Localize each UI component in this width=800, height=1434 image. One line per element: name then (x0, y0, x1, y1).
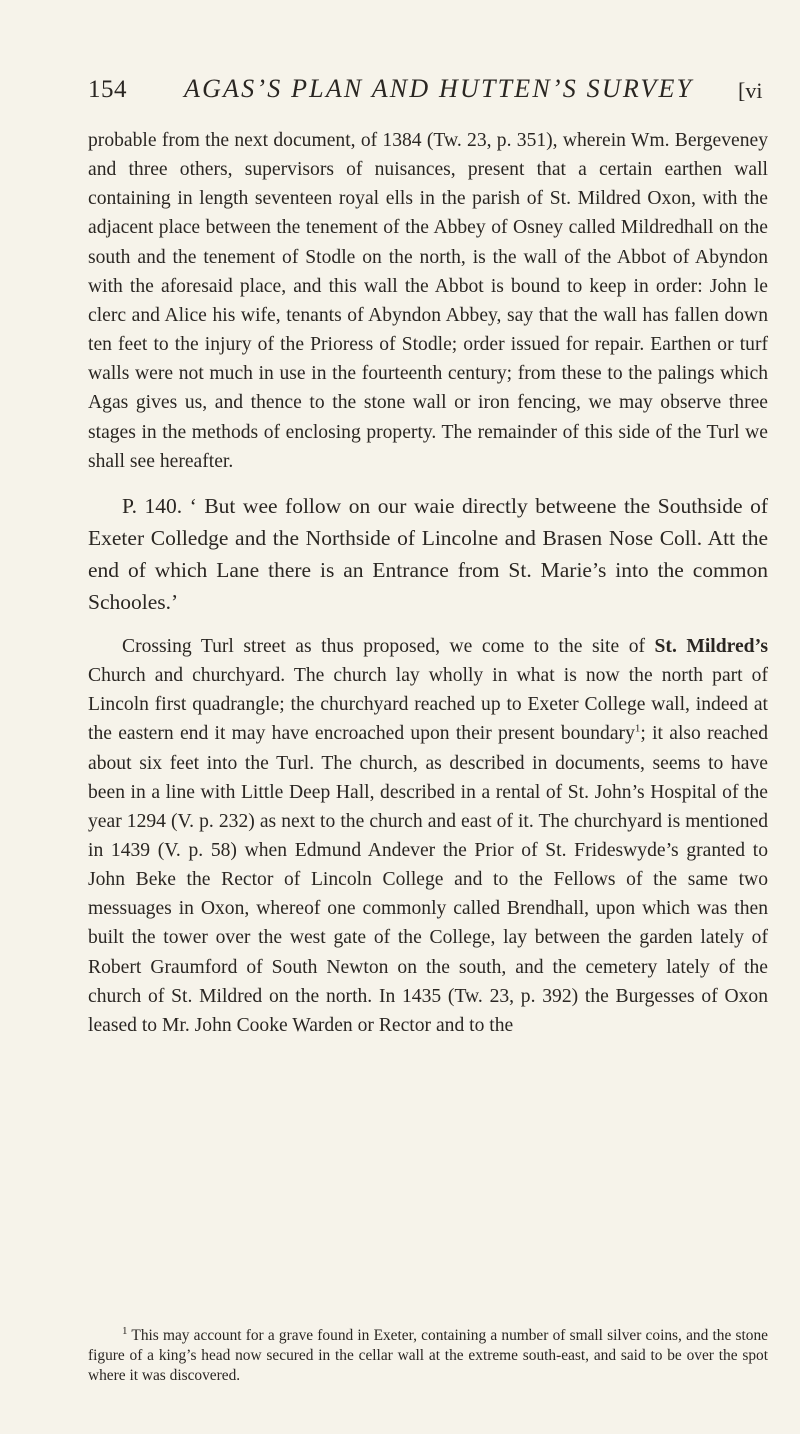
paragraph-st-mildreds (88, 632, 768, 1040)
running-head (88, 72, 768, 112)
body-text (88, 126, 768, 1040)
paragraph-text-middle: Church and churchyard. The church lay wholly in what is now the north part of Lincoln first quadrangle; the churchyard reached up to Exeter College wall, indeed at the eastern end it may have encroached upon their present boundary (88, 665, 768, 745)
paragraph-continuation: probable from the next document, of 1384 (Tw. 23, p. 351), wherein Wm. Bergeveney and three others, supervisors of nuisances, present that a certain earthen wall containing in length seventeen royal ells in the parish of St. Mildred Oxon, with the adjacent place between the tenement of the Abbey of Osney called Mildredhall on the south and the tenement of Stodle on the north, is the wall of the Abbot of Abyndon with the aforesaid place, and this wall the Abbot is bound to keep in order: John le clerc and Alice his wife, tenants of Abyndon Abbey, say that the wall has fallen down ten feet to the injury of the Prioress of Stodle; order issued for repair. Earthen or turf walls were not much in use in the fourteenth century; from these to the palings which Agas gives us, and thence to the stone wall or iron fencing, we may observe three stages in the methods of enclosing property. The remainder of this side of the Turl we shall see hereafter. (88, 130, 768, 472)
heading-st-mildreds: St. Mildred’s (654, 635, 768, 657)
paragraph-quotation: P. 140. ‘ But wee follow on our waie directly betweene the Southside of Exeter Colledge and the Northside of Lincolne and Brasen Nose Coll. Att the end of which Lane there is an Entrance from St. Marie’s into the common Schooles.’ (88, 493, 768, 614)
footnote (88, 1326, 768, 1386)
section-mark: [vi (738, 78, 763, 103)
paragraph-text-start: Crossing Turl street as thus proposed, we come to the site of (122, 635, 655, 657)
paragraph-text-end: ; it also reached about six feet into the Turl. The church, as described in documents, seems to have been in a line with Little Deep Hall, described in a rental of St. John’s Hospital of the year 1294 (V. p. 232) as next to the church and east of it. The churchyard is mentioned in 1439 (V. p. 58) when Edmund Andever the Prior of St. Frideswyde’s granted to John Beke the Rector of Lincoln College and to the Fellows of the same two messuages in Oxon, whereof one commonly called Brendhall, upon which was then built the tower over the west gate of the College, lay between the garden lately of Robert Graumford of South Newton on the south, and the cemetery lately of the church of St. Mildred on the north. In 1435 (Tw. 23, p. 392) the Burgesses of Oxon leased to Mr. John Cooke Warden or Rector and to the (88, 723, 768, 1036)
running-title: AGAS’S PLAN AND HUTTEN’S SURVEY (184, 74, 694, 103)
page-number: 154 (88, 76, 127, 103)
footnote-reference[interactable]: 1 (634, 722, 641, 735)
footnote-text: This may account for a grave found in Exeter, containing a number of small silver coins, and the stone figure of a king’s head now secured in the cellar wall at the extreme south-east, and said to be over the spot where it was discovered. (88, 1327, 768, 1384)
footnote-marker: 1 (122, 1324, 128, 1337)
